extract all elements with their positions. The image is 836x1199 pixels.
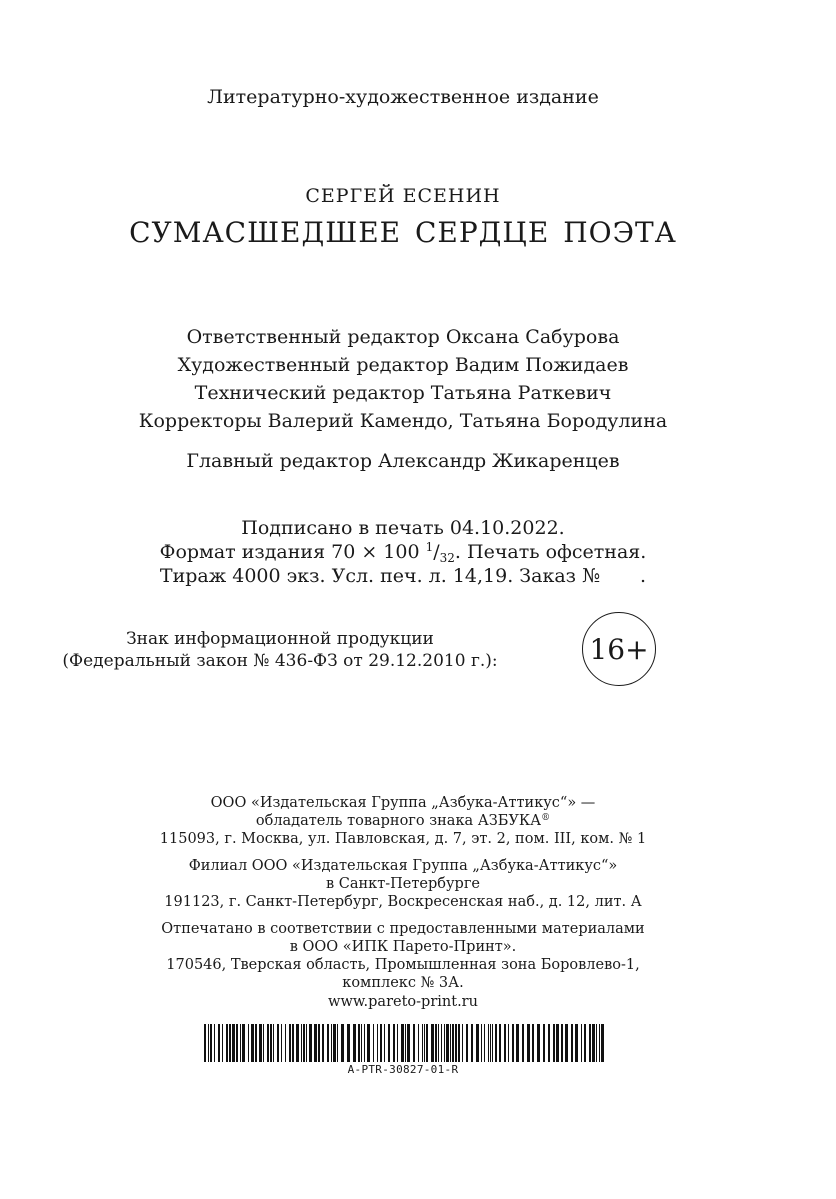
barcode-bar [232,1024,235,1062]
barcode-bar [347,1024,350,1062]
barcode-code: A-PTR-30827-01-R [347,1063,459,1076]
barcode-bar [289,1024,291,1062]
barcode-bar [214,1024,215,1062]
barcode-bar [361,1024,362,1062]
barcode-bar [592,1024,595,1062]
barcode-bar [532,1024,534,1062]
barcode-bar [446,1024,449,1062]
circulation-info [0,565,806,587]
publisher-address: 115093, г. Москва, ул. Павловская, д. 7, эт. 2, пом. III, ком. № 1 [159,831,647,847]
barcode-bar [242,1024,245,1062]
barcode-bar [435,1024,437,1062]
barcode-bar [251,1024,254,1062]
barcode-bar [581,1024,582,1062]
barcode-bar [273,1024,274,1062]
barcode-bar [318,1024,320,1062]
barcode-bar [476,1024,479,1062]
barcode-bar [208,1024,209,1062]
art-editor: Художественный редактор Вадим Пожидаев [177,354,629,376]
barcode-bar [548,1024,550,1062]
barcode-bar [438,1024,439,1062]
barcode-bar [401,1024,404,1062]
barcode-bar [405,1024,406,1062]
barcode-bar [314,1024,317,1062]
barcode-bar [407,1024,410,1062]
barcode-bar [484,1024,485,1062]
barcode-bar [267,1024,269,1062]
barcode-bar [499,1024,501,1062]
barcode-bar [512,1024,514,1062]
barcode-bar [353,1024,356,1062]
barcode-bar [236,1024,238,1062]
barcode-bar [204,1024,206,1062]
federal-law-reference: (Федеральный закон № 436-ФЗ от 29.12.2010 г.): [62,651,498,671]
barcode-bar [571,1024,573,1062]
barcode-bar [327,1024,329,1062]
publisher-trademark-text: обладатель товарного знака АЗБУКА [255,813,542,829]
publisher-line-2 [0,813,806,829]
barcode-bar [471,1024,473,1062]
barcode-bar [296,1024,299,1062]
barcode-bar [441,1024,442,1062]
barcode-bar [561,1024,563,1062]
barcode-bar [488,1024,489,1062]
barcode-bar [522,1024,524,1062]
barcode-bar [248,1024,249,1062]
barcode-bar [575,1024,578,1062]
barcode-bar [422,1024,423,1062]
technical-editor: Технический редактор Татьяна Раткевич [194,382,612,404]
format-denominator: 32 [439,551,455,565]
barcode-bar [543,1024,545,1062]
printer-address-2: комплекс № 3А. [342,975,464,991]
barcode-bar [292,1024,294,1062]
barcode-bar [222,1024,223,1062]
publisher-line-1: ООО «Издательская Группа „Азбука-Аттикус“» — [210,795,596,811]
barcode-bar [303,1024,305,1062]
barcode-bar [364,1024,365,1062]
barcode-bar [380,1024,382,1062]
barcode-bar [450,1024,451,1062]
barcode-bar [229,1024,231,1062]
barcode-bar [527,1024,530,1062]
barcode-bar [504,1024,506,1062]
barcode-bar [553,1024,555,1062]
barcode-bar [259,1024,262,1062]
barcode-bar [285,1024,286,1062]
barcode-bar [341,1024,344,1062]
barcode-bar [397,1024,398,1062]
barcode-bar [589,1024,591,1062]
printer-address-1: 170546, Тверская область, Промышленная зона Боровлево-1, [166,957,640,973]
author-name: СЕРГЕЙ ЕСЕНИН [305,185,501,207]
barcode-bar [367,1024,370,1062]
barcode-bar [309,1024,312,1062]
barcode-bar [426,1024,428,1062]
barcode-bar [601,1024,604,1062]
barcode-bar [596,1024,597,1062]
format-prefix: Формат издания 70 × 100 [159,541,426,563]
barcode-bar [565,1024,568,1062]
barcode-bar [516,1024,519,1062]
circulation-end: . [640,565,647,587]
barcode-bar [358,1024,360,1062]
barcode-bar [584,1024,586,1062]
genre-label: Литературно-художественное издание [207,86,599,108]
barcode-bar [452,1024,454,1062]
signed-to-print: Подписано в печать 04.10.2022. [241,517,565,539]
barcode-bar [388,1024,390,1062]
barcode-bar [444,1024,445,1062]
barcode-bar [277,1024,279,1062]
barcode-bar [301,1024,302,1062]
info-product-label: Знак информационной продукции [126,629,434,649]
barcode-bar [455,1024,457,1062]
branch-line-1: Филиал ООО «Издательская Группа „Азбука-Аттикус“» [188,858,618,874]
format-suffix: . Печать офсетная. [454,541,647,563]
barcode-bar [331,1024,332,1062]
barcode-bar [210,1024,212,1062]
barcode-bar [508,1024,509,1062]
barcode-bar [306,1024,307,1062]
barcode-bar [373,1024,374,1062]
barcode-bar [240,1024,241,1062]
format-slash: / [433,541,440,563]
barcode-bar [337,1024,338,1062]
circulation-text: Тираж 4000 экз. Усл. печ. л. 14,19. Заказ № [159,565,601,587]
format-numerator: 1 [425,540,434,554]
barcode-bar [492,1024,493,1062]
barcode-bar [413,1024,415,1062]
barcode-bar [599,1024,600,1062]
barcode-bar [270,1024,272,1062]
printer-line-2: в ООО «ИПК Парето-Принт». [289,939,517,955]
barcode-bar [556,1024,559,1062]
barcode-bar [481,1024,482,1062]
barcode-bar [458,1024,460,1062]
barcode-bar [466,1024,468,1062]
barcode-bar [322,1024,324,1062]
barcode [204,1024,606,1062]
proofreaders: Корректоры Валерий Камендо, Татьяна Бородулина [138,410,668,432]
barcode-bar [393,1024,395,1062]
barcode-bar [255,1024,257,1062]
barcode-bar [263,1024,264,1062]
age-rating-badge [582,612,656,686]
barcode-bar [462,1024,463,1062]
branch-line-2: в Санкт-Петербурге [326,876,480,892]
barcode-bar [218,1024,220,1062]
barcode-bar [333,1024,336,1062]
barcode-bar [226,1024,228,1062]
barcode-bar [424,1024,425,1062]
barcode-bar [431,1024,434,1062]
barcode-bar [377,1024,378,1062]
age-rating-text: 16+ [589,632,649,666]
registered-mark: ® [541,813,551,823]
barcode-bar [490,1024,491,1062]
barcode-bar [281,1024,282,1062]
responsible-editor: Ответственный редактор Оксана Сабурова [186,326,620,348]
printer-website: www.pareto-print.ru [328,994,478,1010]
publication-format [0,541,806,563]
barcode-bar [384,1024,385,1062]
book-title: СУМАСШЕДШЕЕ СЕРДЦЕ ПОЭТА [129,216,677,249]
printer-line-1: Отпечатано в соответствии с предоставленными материалами [161,921,645,937]
barcode-bar [495,1024,497,1062]
branch-address: 191123, г. Санкт-Петербург, Воскресенская наб., д. 12, лит. А [164,894,642,910]
chief-editor: Главный редактор Александр Жикаренцев [186,450,620,472]
barcode-bar [537,1024,540,1062]
barcode-bar [418,1024,419,1062]
